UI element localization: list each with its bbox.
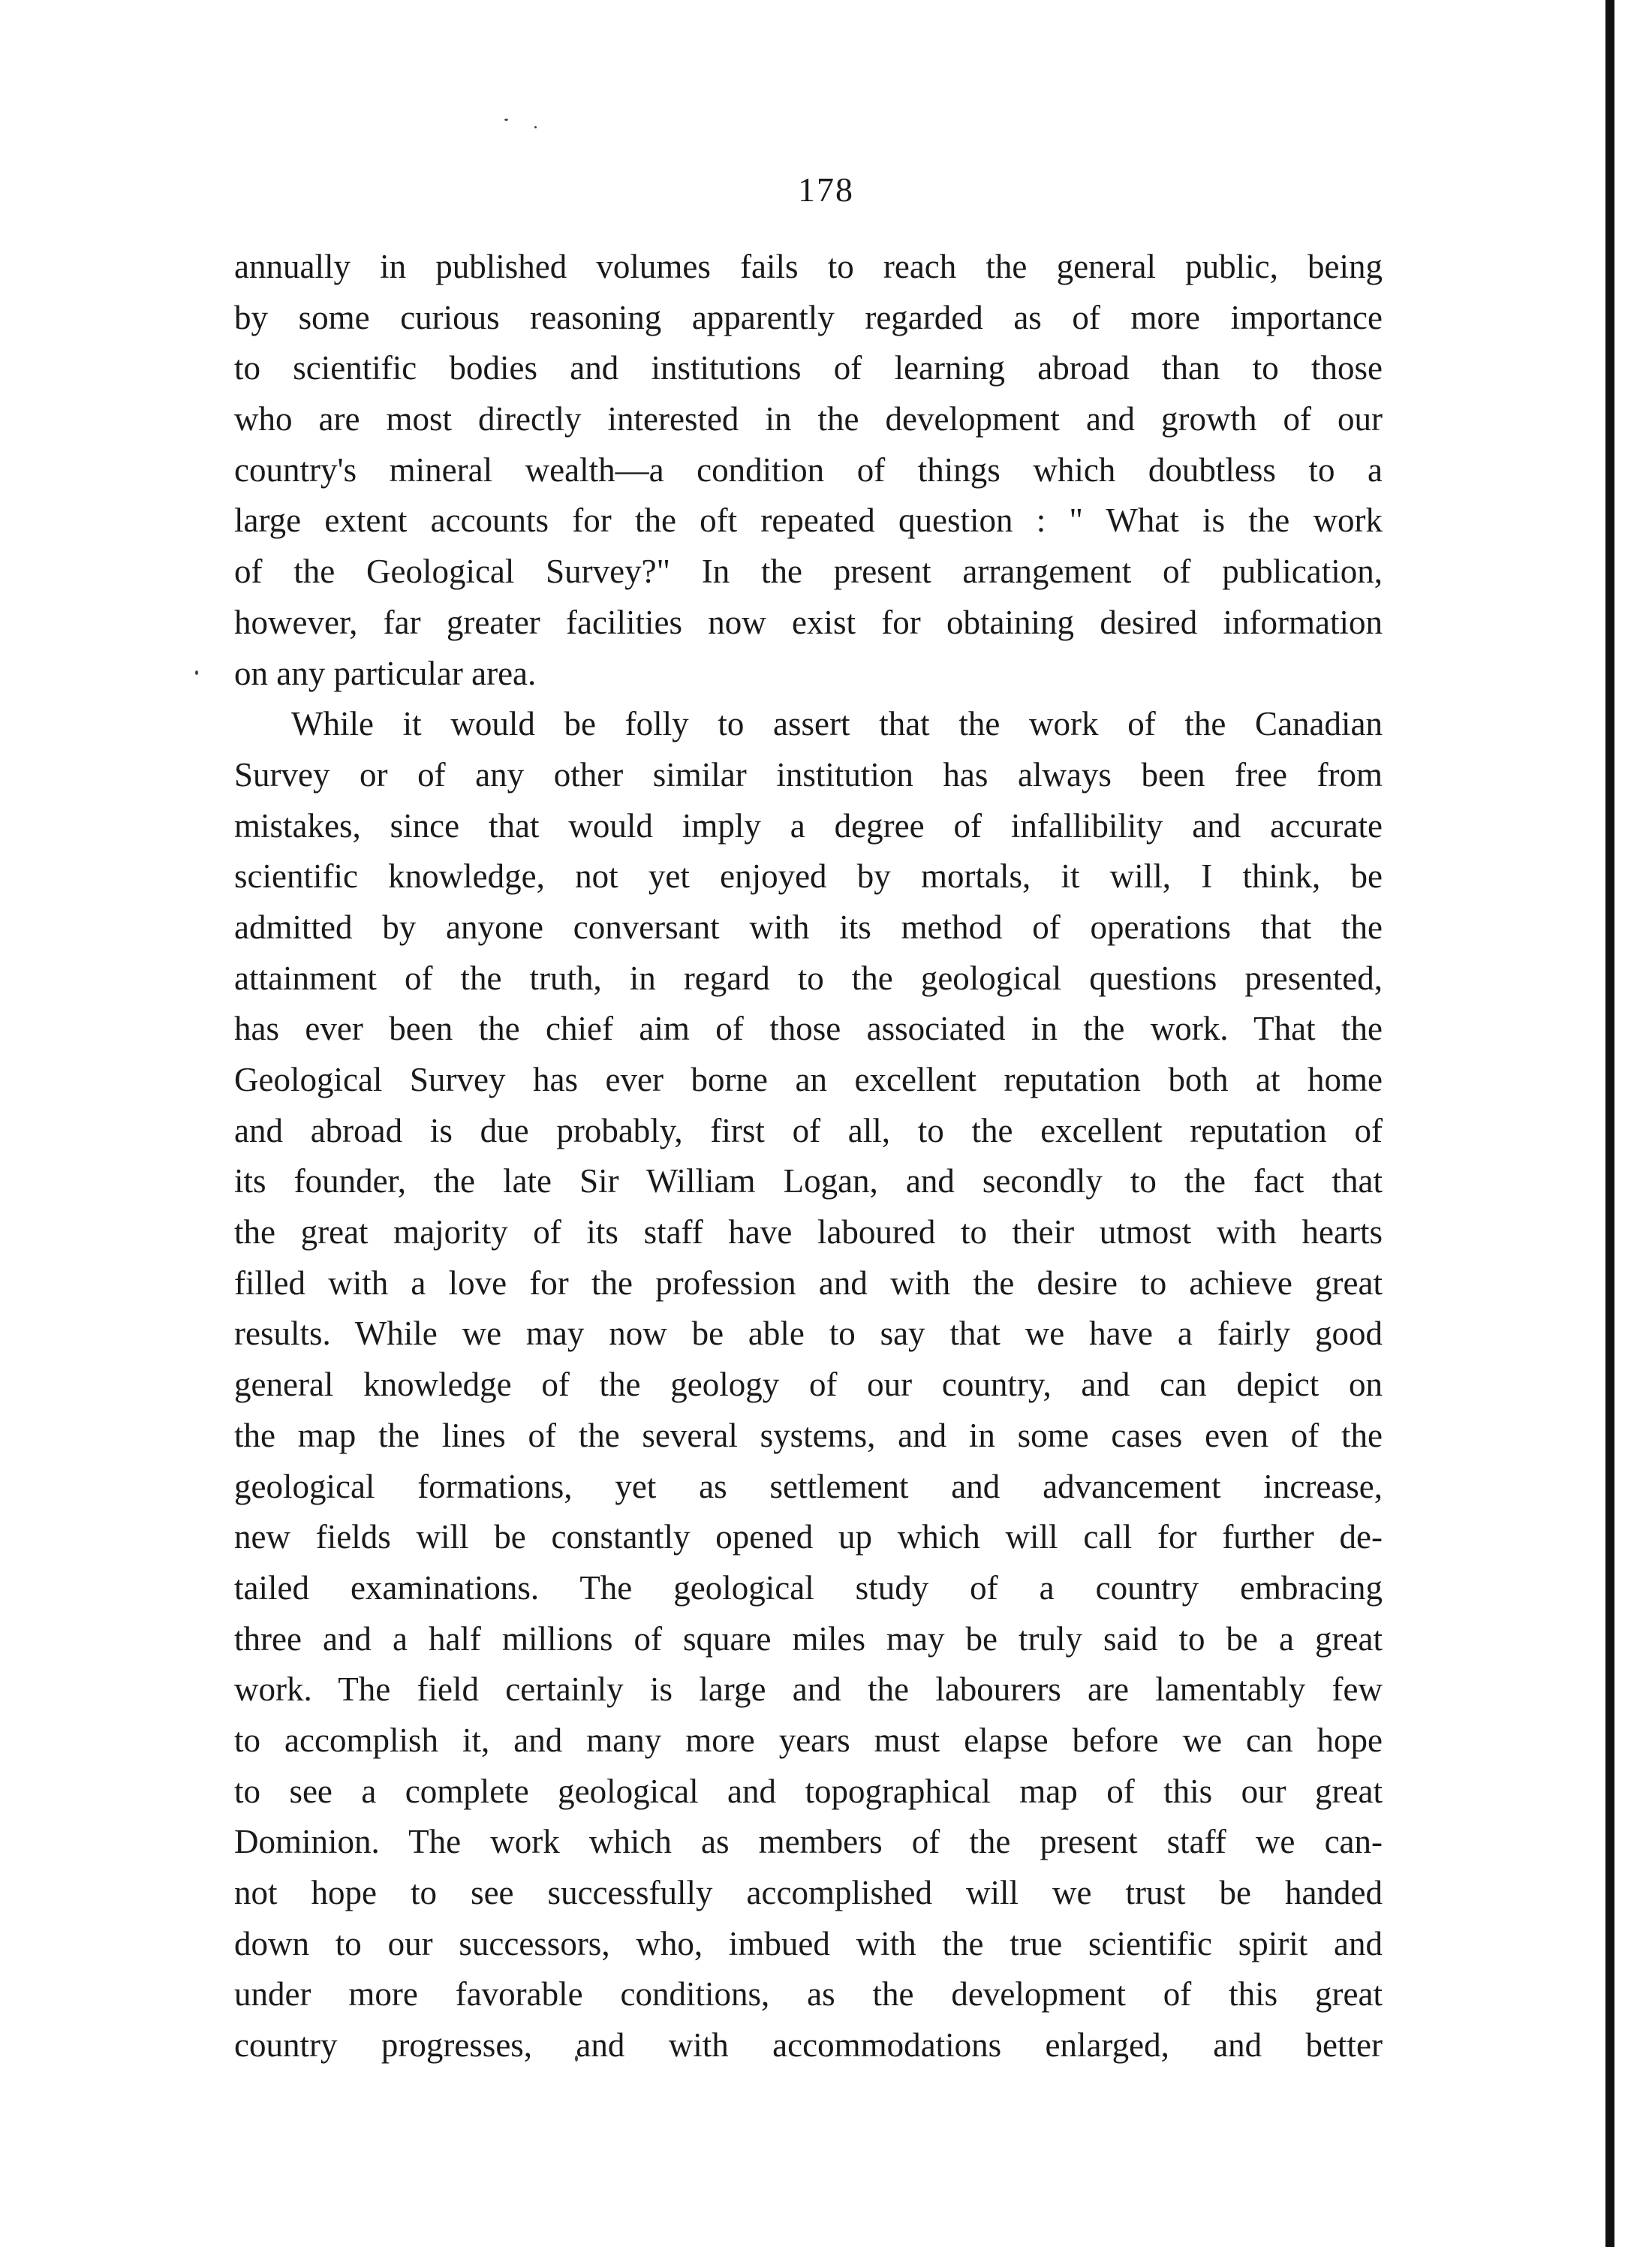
text-line: has ever been the chief aim of those associated in the work. That the <box>234 1010 1383 1048</box>
text-line: Geological Survey has ever borne an excellent reputation both at home <box>234 1061 1383 1098</box>
text-line: however, far greater facilities now exist for obtaining desired information <box>234 603 1383 641</box>
text-line: attainment of the truth, in regard to the geological questions presented, <box>234 959 1383 997</box>
text-line: to scientific bodies and institutions of learning abroad than to those <box>234 349 1383 387</box>
text-line: tailed examinations. The geological study of a country embracing <box>234 1568 1383 1607</box>
scan-speck <box>534 126 537 128</box>
text-line: country's mineral wealth—a condition of things which doubtless to a <box>234 450 1383 489</box>
text-line: Dominion. The work which as members of the present staff we can- <box>234 1823 1383 1861</box>
text-line: the map the lines of the several systems, and in some cases even of the <box>234 1416 1383 1454</box>
scan-speck <box>195 670 198 675</box>
text-line: country progresses, and with accommodations enlarged, and better <box>234 2026 1383 2065</box>
text-line: scientific knowledge, not yet enjoyed by mortals, it will, I think, be <box>234 857 1383 896</box>
text-line: under more favorable conditions, as the development of this great <box>234 1975 1383 2014</box>
paragraph <box>234 699 1383 2071</box>
text-line: mistakes, since that would imply a degree of infallibility and accurate <box>234 806 1383 845</box>
text-line: new fields will be constantly opened up which will call for further de- <box>234 1518 1383 1556</box>
text-line: While it would be folly to assert that the work of the Canadian <box>291 705 1383 743</box>
text-line: results. While we may now be able to say that we have a fairly good <box>234 1315 1383 1353</box>
text-line: down to our successors, who, imbued with the true scientific spirit and <box>234 1924 1383 1962</box>
text-line: Survey or of any other similar institution has always been free from <box>234 755 1383 794</box>
text-line: geological formations, yet as settlement and advancement increase, <box>234 1467 1383 1505</box>
text-line: of the Geological Survey?" In the present arrangement of publication, <box>234 553 1383 591</box>
text-line: large extent accounts for the oft repeated question : " What is the work <box>234 502 1383 540</box>
text-line: work. The field certainly is large and the labourers are lamentably few <box>234 1670 1383 1709</box>
text-line: admitted by anyone conversant with its method of operations that the <box>234 908 1383 946</box>
body-text <box>234 242 1383 2071</box>
scan-speck <box>504 119 508 121</box>
text-line: not hope to see successfully accomplished will we trust be handed <box>234 1874 1383 1911</box>
paragraph <box>234 242 1383 699</box>
text-line: by some curious reasoning apparently regarded as of more importance <box>234 298 1383 336</box>
text-line: the great majority of its staff have laboured to their utmost with hearts <box>234 1213 1383 1252</box>
text-line: filled with a love for the profession and with the desire to achieve great <box>234 1264 1383 1302</box>
text-line: who are most directly interested in the development and growth of our <box>234 400 1383 438</box>
page-edge-shadow <box>1605 0 1614 2247</box>
text-line: on any particular area. <box>234 654 537 692</box>
text-line: to see a complete geological and topographical map of this our great <box>234 1772 1383 1810</box>
text-line: annually in published volumes fails to reach the general public, being <box>234 248 1383 285</box>
page-number: 178 <box>798 170 854 209</box>
text-line: three and a half millions of square miles may be truly said to be a great <box>234 1619 1383 1658</box>
text-line: its founder, the late Sir William Logan, and secondly to the fact that <box>234 1162 1383 1200</box>
text-line: general knowledge of the geology of our country, and can depict on <box>234 1366 1383 1404</box>
text-line: and abroad is due probably, first of all, to the excellent reputation of <box>234 1111 1383 1149</box>
text-line: to accomplish it, and many more years must elapse before we can hope <box>234 1721 1383 1759</box>
